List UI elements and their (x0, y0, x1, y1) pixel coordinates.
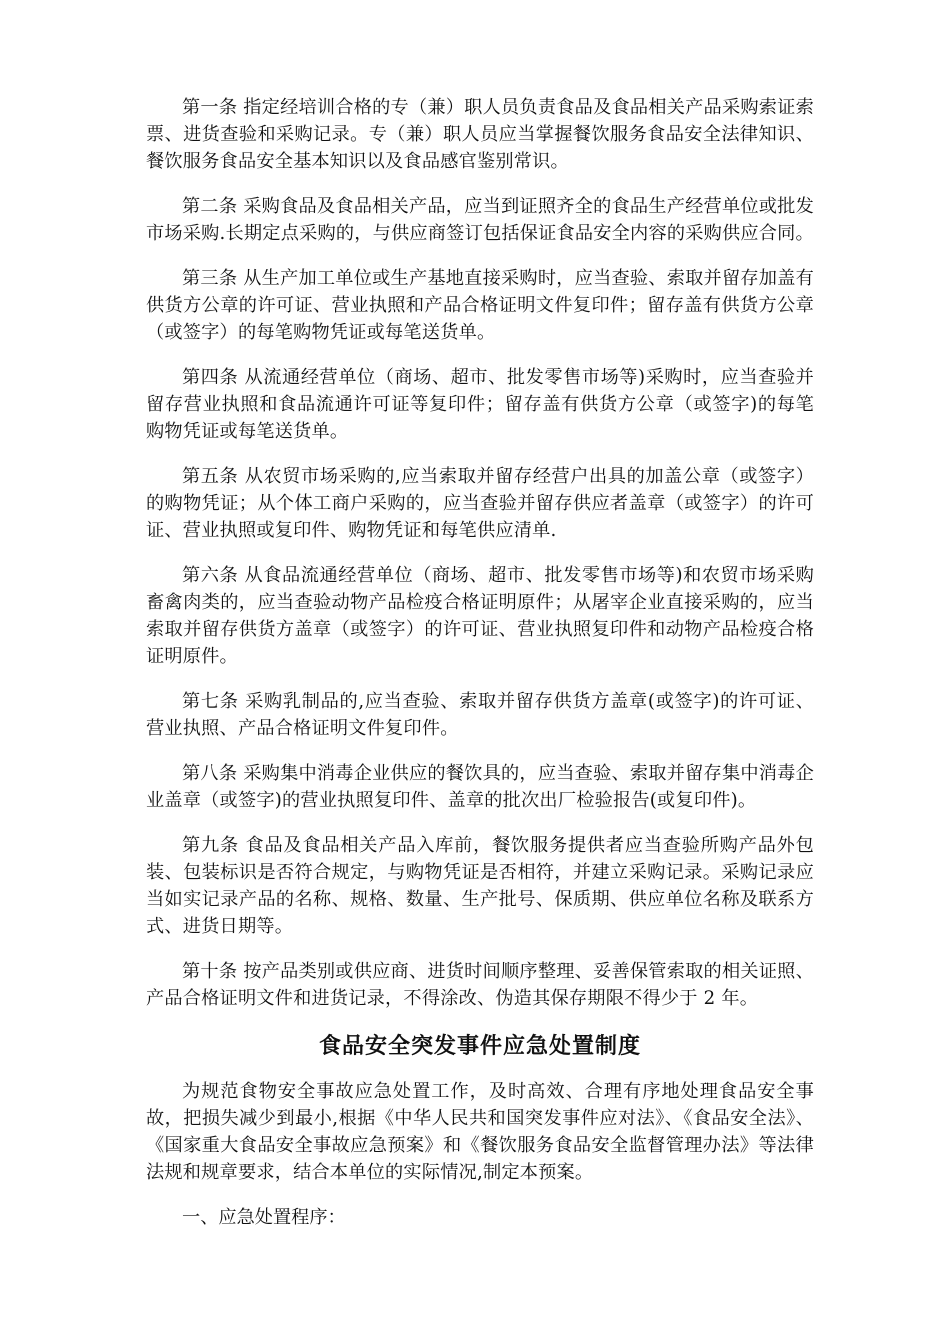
article-2: 第二条 采购食品及食品相关产品，应当到证照齐全的食品生产经营单位或批发市场采购.长期定点采购的，与供应商签订包括保证食品安全内容的采购供应合同。 (146, 196, 814, 244)
article-3: 第三条 从生产加工单位或生产基地直接采购时，应当查验、索取并留存加盖有供货方公章的许可证、营业执照和产品合格证明文件复印件；留存盖有供货方公章（或签字）的每笔购物凭证或每笔送货单。 (146, 268, 814, 343)
article-6: 第六条 从食品流通经营单位（商场、超市、批发零售市场等)和农贸市场采购畜禽肉类的，应当查验动物产品检疫合格证明原件；从屠宰企业直接采购的，应当索取并留存供货方盖章（或签字）的许可证、营业执照复印件和动物产品检疫合格证明原件。 (146, 565, 814, 667)
article-7: 第七条 采购乳制品的,应当查验、索取并留存供货方盖章(或签字)的许可证、营业执照、产品合格证明文件复印件。 (146, 691, 814, 739)
intro-paragraph: 为规范食物安全事故应急处置工作，及时高效、合理有序地处理食品安全事故，把损失减少到最小,根据《中华人民共和国突发事件应对法》、《食品安全法》、《国家重大食品安全事故应急预案》和《餐饮服务食品安全监督管理办法》等法律法规和规章要求，结合本单位的实际情况,制定本预案。 (146, 1081, 814, 1183)
subheading: 一、应急处置程序： (182, 1207, 346, 1228)
document-page (146, 94, 814, 1231)
article-4: 第四条 从流通经营单位（商场、超市、批发零售市场等)采购时，应当查验并留存营业执照和食品流通许可证等复印件；留存盖有供货方公章（或签字)的每笔购物凭证或每笔送货单。 (146, 367, 814, 442)
article-1: 第一条 指定经培训合格的专（兼）职人员负责食品及食品相关产品采购索证索票、进货查验和采购记录。专（兼）职人员应当掌握餐饮服务食品安全法律知识、餐饮服务食品安全基本知识以及食品感官鉴别常识。 (146, 97, 814, 172)
section-title: 食品安全突发事件应急处置制度 (318, 1034, 641, 1059)
article-9: 第九条 食品及食品相关产品入库前，餐饮服务提供者应当查验所购产品外包装、包装标识是否符合规定，与购物凭证是否相符，并建立采购记录。采购记录应当如实记录产品的名称、规格、数量、生产批号、保质期、供应单位名称及联系方式、进货日期等。 (146, 835, 814, 937)
article-10: 第十条 按产品类别或供应商、进货时间顺序整理、妥善保管索取的相关证照、产品合格证明文件和进货记录，不得涂改、伪造其保存期限不得少于 2 年。 (146, 961, 814, 1009)
article-5: 第五条 从农贸市场采购的,应当索取并留存经营户出具的加盖公章（或签字）的购物凭证；从个体工商户采购的，应当查验并留存供应者盖章（或签字）的许可证、营业执照或复印件、购物凭证和每笔供应清单. (146, 466, 814, 541)
article-8: 第八条 采购集中消毒企业供应的餐饮具的，应当查验、索取并留存集中消毒企业盖章（或签字)的营业执照复印件、盖章的批次出厂检验报告(或复印件)。 (146, 763, 814, 811)
